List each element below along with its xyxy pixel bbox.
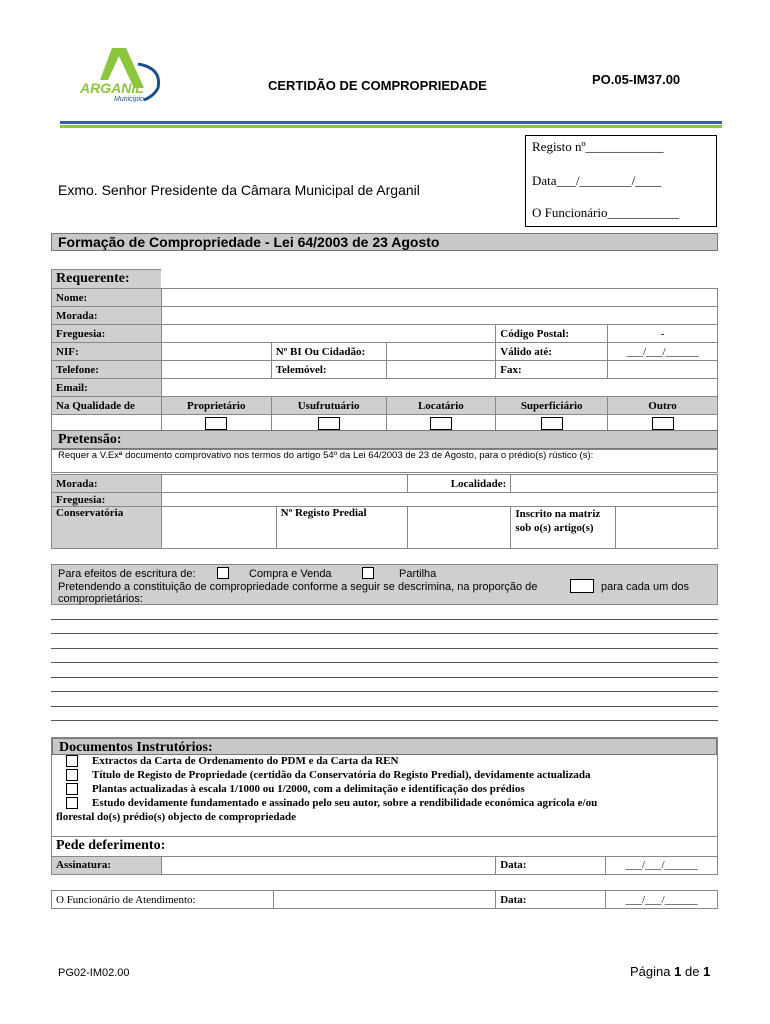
- email-label: Email:: [52, 379, 162, 397]
- addressee: Exmo. Senhor Presidente da Câmara Municipal de Arganil: [58, 182, 420, 198]
- pretensao-freguesia-field[interactable]: [161, 493, 717, 507]
- pretensao-text: Requer a V.Exª documento comprovativo nos termos do artigo 54º da Lei 64/2003 de 23 de Agosto, para o prédio(s) rústico (s):: [51, 449, 718, 473]
- doc-item-estudo-continuation: florestal do(s) prédio(s) objecto de compropriedade: [56, 811, 297, 823]
- qualidade-label: Na Qualidade de: [52, 397, 162, 415]
- page-de: de: [684, 964, 700, 979]
- logo-subtext: Município: [114, 96, 144, 103]
- morada-field[interactable]: [161, 307, 717, 325]
- arganil-logo: [78, 44, 170, 106]
- pretensao-morada-field[interactable]: [161, 475, 408, 493]
- inscrito-field[interactable]: [616, 507, 718, 549]
- checkbox-doc-estudo[interactable]: [66, 797, 78, 809]
- deferimento-table: [51, 837, 718, 875]
- registo-box: [525, 135, 717, 227]
- compra-venda-label: Compra e Venda: [249, 568, 332, 580]
- telefone-field[interactable]: [161, 361, 271, 379]
- bi-label: Nº BI Ou Cidadão:: [271, 343, 386, 361]
- localidade-label: Localidade:: [408, 475, 511, 493]
- codigo-postal-label: Código Postal:: [496, 325, 608, 343]
- checkbox-locatario[interactable]: [430, 417, 452, 430]
- atendimento-data-label: Data:: [496, 891, 606, 909]
- registo-funcionario[interactable]: O Funcionário___________: [532, 205, 679, 220]
- nif-label: NIF:: [52, 343, 162, 361]
- writing-line-2[interactable]: [51, 633, 718, 634]
- nome-field[interactable]: [161, 289, 717, 307]
- documentos-heading: Documentos Instrutórios:: [52, 738, 717, 755]
- header-band-blue: [60, 121, 722, 124]
- morada-label: Morada:: [52, 307, 162, 325]
- assinatura-field[interactable]: [161, 856, 495, 874]
- fax-field[interactable]: [608, 361, 718, 379]
- bi-field[interactable]: [386, 343, 496, 361]
- page-number: [630, 964, 710, 979]
- telefone-label: Telefone:: [52, 361, 162, 379]
- header-band-green: [60, 125, 722, 128]
- atendimento-label: O Funcionário de Atendimento:: [52, 891, 274, 909]
- telemovel-field[interactable]: [386, 361, 496, 379]
- documentos-box: [51, 737, 718, 837]
- proporcao-field[interactable]: [570, 579, 594, 593]
- cada-um-text: para cada um dos: [601, 581, 690, 593]
- option-locatario-label: Locatário: [386, 397, 496, 415]
- fax-label: Fax:: [496, 361, 608, 379]
- email-field[interactable]: [161, 379, 717, 397]
- checkbox-outro[interactable]: [652, 417, 674, 430]
- freguesia-label: Freguesia:: [52, 325, 162, 343]
- document-code: PO.05-IM37.00: [592, 72, 681, 87]
- writing-line-3[interactable]: [51, 648, 718, 649]
- writing-line-1[interactable]: [51, 619, 718, 620]
- option-outro-label: Outro: [608, 397, 718, 415]
- page-total: 1: [703, 964, 711, 979]
- doc-item-plantas: [66, 783, 525, 795]
- checkbox-doc-plantas[interactable]: [66, 783, 78, 795]
- conservatoria-label: Conservatória: [52, 507, 162, 549]
- pretensao-morada-label: Morada:: [52, 475, 162, 493]
- pretendendo-text: Pretendendo a constituição de compropriedade conforme a seguir se descrimina, na proporção de: [58, 581, 538, 593]
- section-title: Formação de Compropriedade - Lei 64/2003 de 23 Agosto: [51, 233, 718, 251]
- localidade-field[interactable]: [511, 475, 718, 493]
- requerente-table: [51, 269, 718, 433]
- checkbox-superficiario[interactable]: [541, 417, 563, 430]
- pretensao-table: [51, 474, 718, 549]
- doc-item-plantas-label: Plantas actualizadas à escala 1/1000 ou 1/2000, com a delimitação e identificação dos prédios: [92, 783, 525, 795]
- logo-text: ARGANIL: [80, 80, 144, 96]
- page-current: 1: [674, 964, 682, 979]
- inscrito-label: Inscrito na matriz sob o(s) artigo(s): [511, 507, 616, 549]
- doc-item-pdm: [66, 755, 398, 767]
- writing-line-6[interactable]: [51, 691, 718, 692]
- partilha-label: Partilha: [399, 568, 437, 580]
- registo-predial-label: Nº Registo Predial: [276, 507, 408, 549]
- checkbox-partilha[interactable]: [362, 567, 374, 579]
- atendimento-field[interactable]: [273, 891, 496, 909]
- page-word: Página: [630, 964, 671, 979]
- valido-label: Válido até:: [496, 343, 608, 361]
- checkbox-proprietario[interactable]: [205, 417, 227, 430]
- atendimento-table: [51, 890, 718, 909]
- atendimento-data-field[interactable]: ___/___/______: [606, 891, 718, 909]
- doc-item-titulo: [66, 769, 591, 781]
- nome-label: Nome:: [52, 289, 162, 307]
- telemovel-label: Telemóvel:: [271, 361, 386, 379]
- doc-item-estudo: [66, 797, 597, 809]
- valido-field[interactable]: ___/___/______: [608, 343, 718, 361]
- escritura-label: Para efeitos de escritura de:: [58, 568, 196, 580]
- writing-line-4[interactable]: [51, 662, 718, 663]
- conservatoria-field[interactable]: [161, 507, 276, 549]
- assinatura-label: Assinatura:: [52, 856, 162, 874]
- escritura-box: [51, 564, 718, 605]
- checkbox-compra-venda[interactable]: [217, 567, 229, 579]
- codigo-postal-field[interactable]: -: [608, 325, 718, 343]
- pretensao-bar: [51, 430, 718, 449]
- deferimento-heading: Pede deferimento:: [52, 837, 718, 856]
- doc-item-titulo-label: Título de Registo de Propriedade (certidão da Conservatória do Registo Predial), devidamente actualizada: [92, 769, 591, 781]
- freguesia-field[interactable]: [161, 325, 495, 343]
- pretensao-freguesia-label: Freguesia:: [52, 493, 162, 507]
- doc-item-estudo-label: Estudo devidamente fundamentado e assinado pelo seu autor, sobre a rendibilidade económica agrícola e/ou: [92, 797, 598, 809]
- doc-item-pdm-label: Extractos da Carta de Ordenamento do PDM e da Carta da REN: [92, 755, 399, 767]
- registo-number[interactable]: Registo nº____________: [532, 139, 664, 154]
- checkbox-doc-titulo[interactable]: [66, 769, 78, 781]
- checkbox-doc-pdm[interactable]: [66, 755, 78, 767]
- writing-line-7[interactable]: [51, 706, 718, 707]
- option-superficiario-label: Superficiário: [496, 397, 608, 415]
- requerente-heading: Requerente:: [52, 270, 162, 289]
- footer-code: PG02-IM02.00: [58, 967, 130, 979]
- registo-predial-field[interactable]: [408, 507, 511, 549]
- option-usufrutuario-label: Usufrutuário: [271, 397, 386, 415]
- pretensao-heading: Pretensão:: [58, 432, 122, 447]
- nif-field[interactable]: [161, 343, 271, 361]
- deferimento-data-label: Data:: [496, 856, 606, 874]
- option-proprietario-label: Proprietário: [161, 397, 271, 415]
- deferimento-data-field[interactable]: ___/___/______: [606, 856, 718, 874]
- checkbox-usufrutuario[interactable]: [318, 417, 340, 430]
- writing-line-8[interactable]: [51, 720, 718, 721]
- comproprietarios-text: comproprietários:: [58, 593, 143, 605]
- registo-date[interactable]: Data___/________/____: [532, 173, 662, 188]
- writing-line-5[interactable]: [51, 677, 718, 678]
- document-title: CERTIDÃO DE COMPROPRIEDADE: [268, 78, 487, 93]
